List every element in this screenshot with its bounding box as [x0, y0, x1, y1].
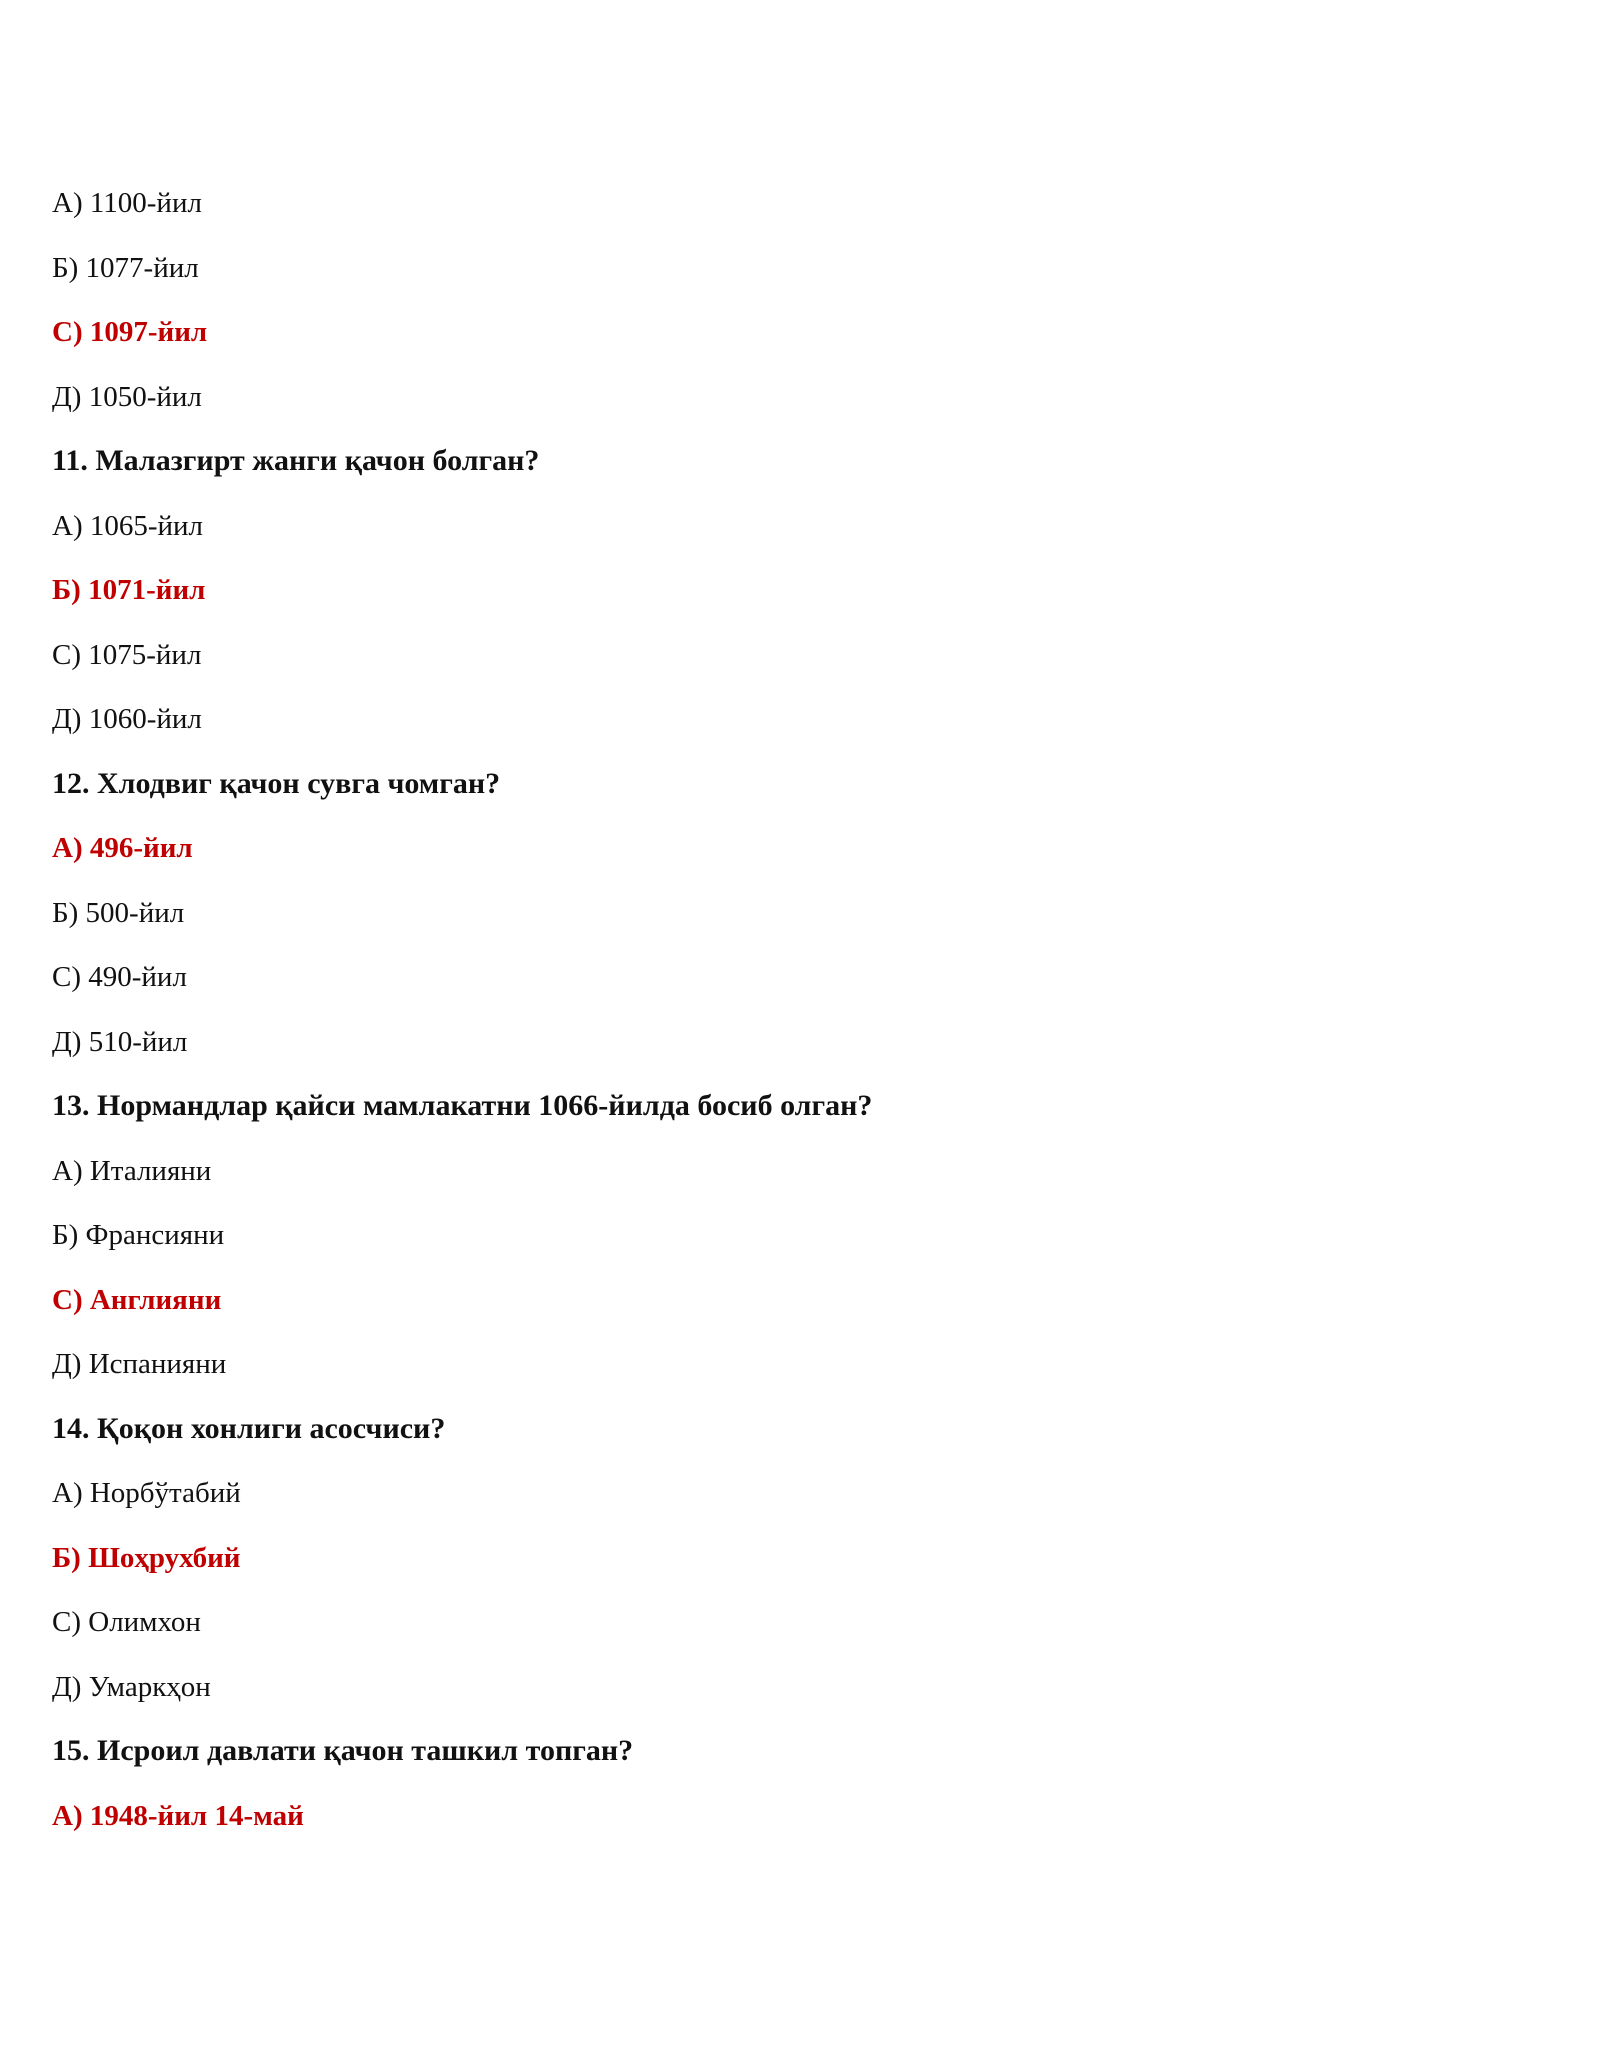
question-title: 12. Хлодвиг қачон сувга чомган? [52, 766, 501, 800]
answer-option: Б) 500-йил [52, 896, 185, 929]
answer-option: Д) 1060-йил [52, 703, 202, 735]
answer-option: С) Олимхон [52, 1606, 201, 1638]
answer-option: Б) Франсияни [52, 1219, 225, 1251]
answer-option: Д) Умаркҳон [52, 1670, 211, 1703]
question-title: 15. Исроил давлати қачон ташкил топган? [52, 1734, 634, 1767]
answer-option: Д) 1050-йил [52, 380, 202, 413]
correct-answer-option: А) 496-йил [52, 832, 193, 864]
correct-answer-option: С) 1097-йил [52, 316, 208, 348]
answer-option: Д) 510-йил [52, 1025, 188, 1058]
correct-answer-option: С) Англияни [52, 1283, 222, 1316]
question-title: 14. Қоқон хонлиги асосчиси? [52, 1411, 446, 1445]
answer-option: А) 1100-йил [52, 187, 202, 219]
answer-option: С) 1075-йил [52, 638, 202, 671]
answer-option: А) 1065-йил [52, 509, 204, 542]
question-title: 13. Нормандлар қайси мамлакатни 1066-йилда босиб олган? [52, 1089, 873, 1122]
answer-option: А) Норбўтабий [52, 1477, 241, 1509]
correct-answer-option: Б) 1071-йил [52, 574, 206, 606]
question-title: 11. Малазгирт жанги қачон болган? [52, 444, 540, 477]
answer-option: С) 490-йил [52, 961, 187, 993]
correct-answer-option: Б) Шоҳрухбий [52, 1541, 241, 1574]
answer-option: Б) 1077-йил [52, 251, 199, 284]
document-page [52, 185, 1552, 1862]
answer-option: Д) Испанияни [52, 1348, 227, 1380]
answer-option: А) Италияни [52, 1154, 212, 1187]
correct-answer-option: А) 1948-йил 14-май [52, 1799, 304, 1832]
